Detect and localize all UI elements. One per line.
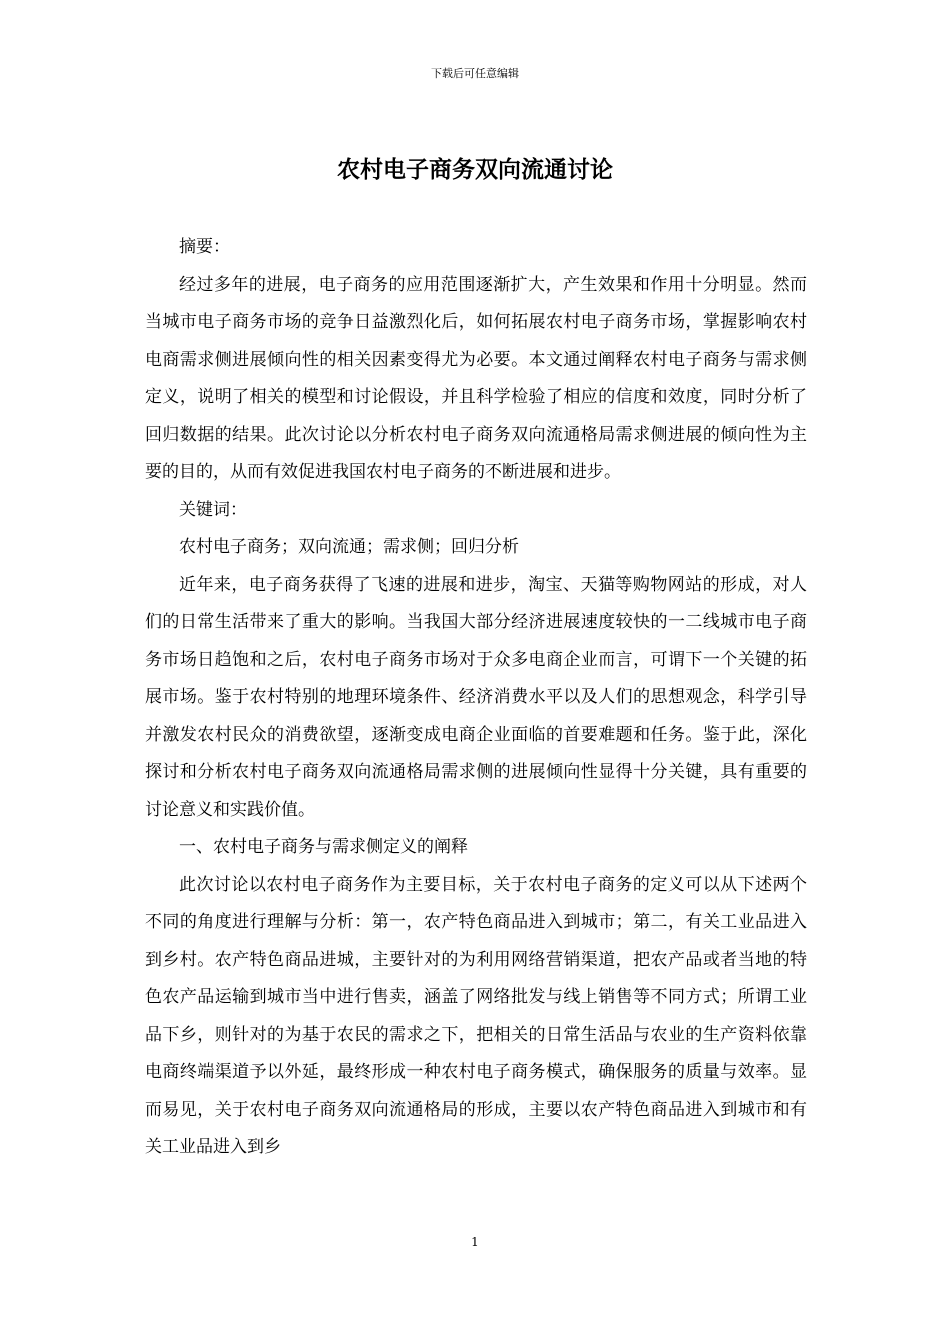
intro-paragraph: 近年来，电子商务获得了飞速的进展和进步，淘宝、天猫等购物网站的形成，对人们的日常生活带来了重大的影响。当我国大部分经济进展速度较快的一二线城市电子商务市场日趋饱和之后，农村电子商务市场对于众多电商企业而言，可谓下一个关键的拓展市场。鉴于农村特别的地理环境条件、经济消费水平以及人们的思想观念，科学引导并激发农村民众的消费欲望，逐渐变成电商企业面临的首要难题和任务。鉴于此，深化探讨和分析农村电子商务双向流通格局需求侧的进展倾向性显得十分关键，具有重要的讨论意义和实践价值。 xyxy=(145,574,807,820)
keywords-heading: 关键词： xyxy=(179,499,247,520)
section-heading-1: 一、农村电子商务与需求侧定义的阐释 xyxy=(179,837,468,857)
document-title: 农村电子商务双向流通讨论 xyxy=(337,156,613,183)
page-number: 1 xyxy=(471,1235,479,1249)
abstract-heading: 摘要： xyxy=(179,237,230,257)
section-1-paragraph: 此次讨论以农村电子商务作为主要目标，关于农村电子商务的定义可以从下述两个不同的角度进行理解与分析：第一，农产特色商品进入到城市；第二，有关工业品进入到乡村。农产特色商品进城，主要针对的为利用网络营销渠道，把农产品或者当地的特色农产品运输到城市当中进行售卖，涵盖了网络批发与线上销售等不同方式；所谓工业品下乡，则针对的为基于农民的需求之下，把相关的日常生活品与农业的生产资料依靠电商终端渠道予以外延，最终形成一种农村电子商务模式，确保服务的质量与效率。显而易见，关于农村电子商务双向流通格局的形成，主要以农产特色商品进入到城市和有关工业品进入到乡 xyxy=(145,874,807,1157)
header-note: 下载后可任意编辑 xyxy=(431,67,519,80)
keywords-list: 农村电子商务；双向流通；需求侧；回归分析 xyxy=(179,537,519,557)
abstract-paragraph: 经过多年的进展，电子商务的应用范围逐渐扩大，产生效果和作用十分明显。然而当城市电子商务市场的竞争日益激烈化后，如何拓展农村电子商务市场，掌握影响农村电商需求侧进展倾向性的相关因素变得尤为必要。本文通过阐释农村电子商务与需求侧定义，说明了相关的模型和讨论假设，并且科学检验了相应的信度和效度，同时分析了回归数据的结果。此次讨论以分析农村电子商务双向流通格局需求侧进展的倾向性为主要的目的，从而有效促进我国农村电子商务的不断进展和进步。 xyxy=(145,274,807,482)
document-body xyxy=(145,229,807,1167)
